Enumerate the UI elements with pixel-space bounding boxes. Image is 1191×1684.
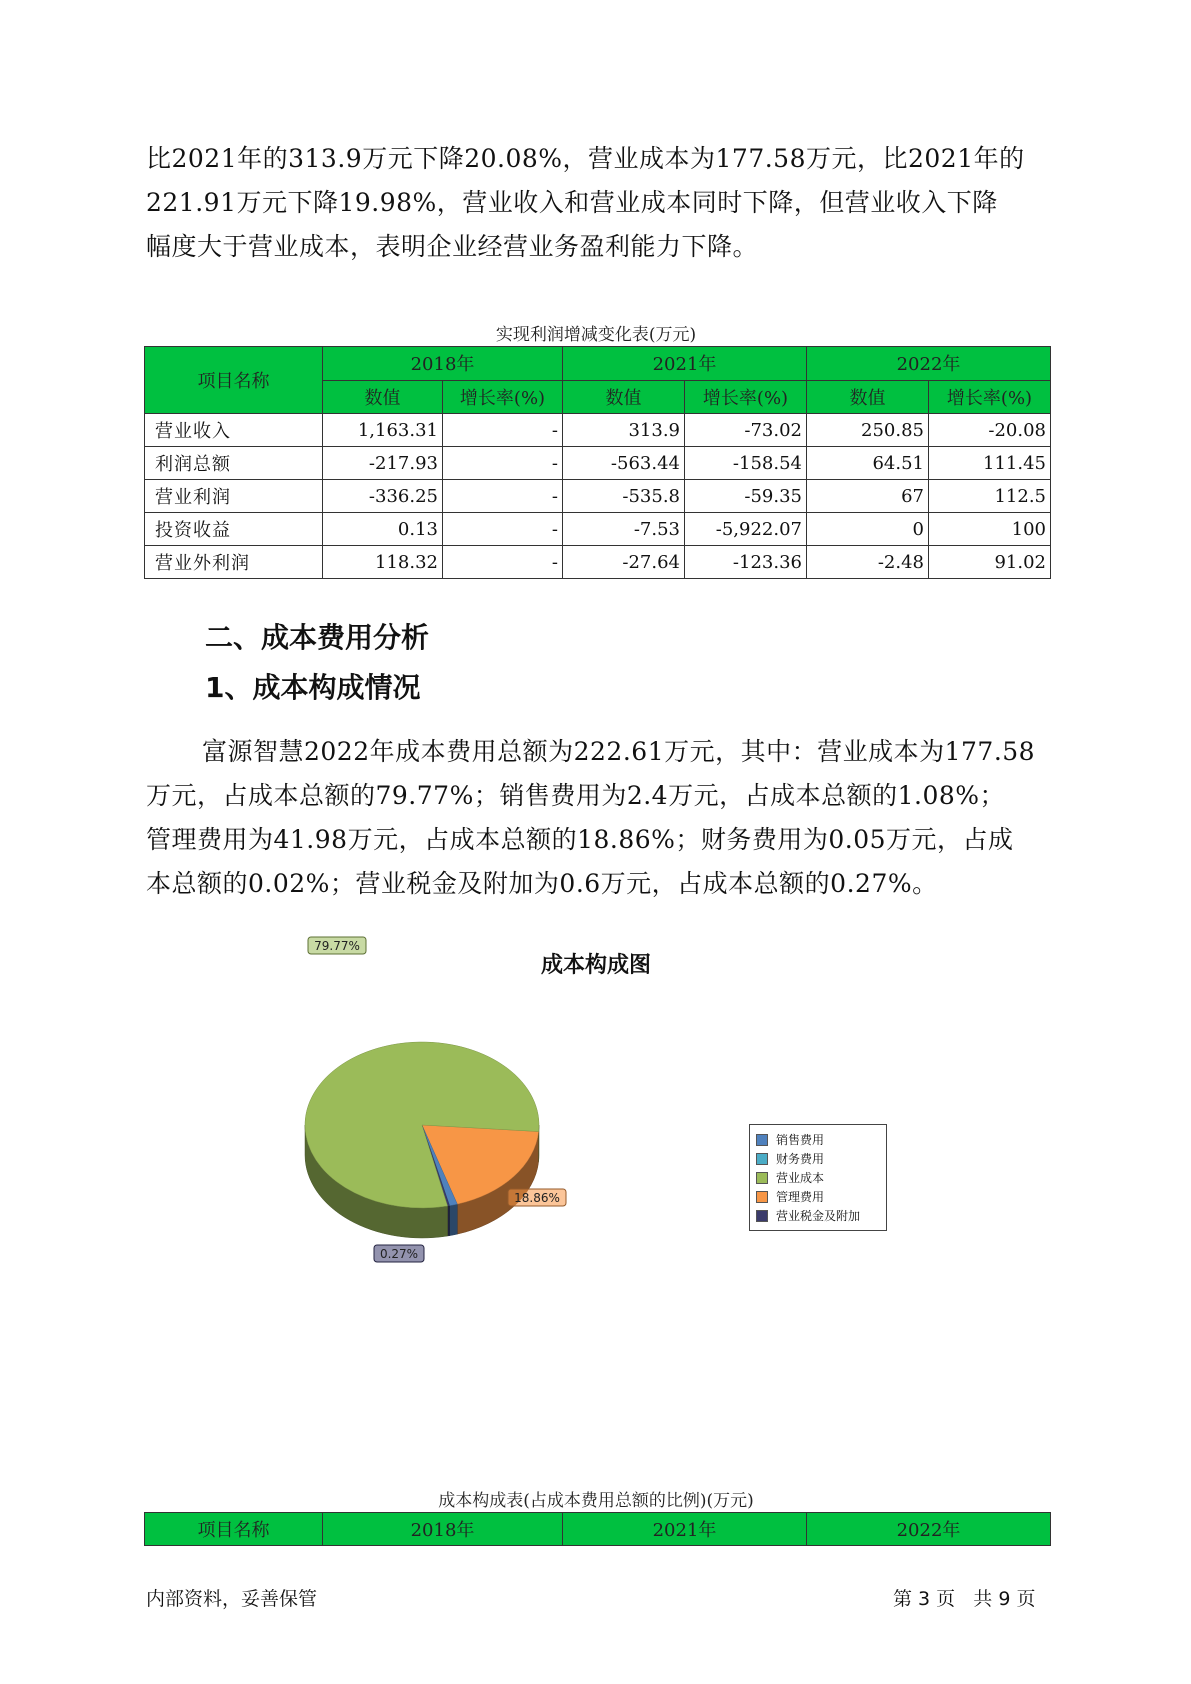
cost-pie-chart <box>290 939 590 1265</box>
cell: 91.02 <box>929 546 1051 579</box>
value-header: 数值 <box>323 380 443 414</box>
legend-swatch <box>756 1191 768 1203</box>
svg-text:18.86%: 18.86% <box>514 1191 560 1205</box>
legend-item <box>756 1168 880 1187</box>
profit-table <box>144 346 1051 579</box>
table-row <box>145 546 1051 579</box>
footer-page-number: 第 3 页 共 9 页 <box>893 1588 1036 1610</box>
intro-line-1: 比2021年的313.9万元下降20.08%，营业成本为177.58万元，比2021年的 <box>146 144 1025 173</box>
item-name-header: 项目名称 <box>145 347 323 414</box>
item-name-header: 项目名称 <box>145 1513 323 1546</box>
data-label-管理费用 <box>508 1189 566 1206</box>
growth-header: 增长率(%) <box>929 380 1051 414</box>
cell: 67 <box>807 480 929 513</box>
legend-item <box>756 1149 880 1168</box>
section-heading: 二、成本费用分析 <box>205 621 430 654</box>
cell: 1,163.31 <box>323 414 443 447</box>
cell: -535.8 <box>563 480 685 513</box>
cost-line-3: 管理费用为41.98万元，占成本总额的18.86%；财务费用为0.05万元，占成 <box>146 825 1014 854</box>
cost-table-caption: 成本构成表(占成本费用总额的比例)(万元) <box>438 1491 754 1511</box>
cell: 250.85 <box>807 414 929 447</box>
cell: 313.9 <box>563 414 685 447</box>
legend-swatch <box>756 1172 768 1184</box>
intro-line-2: 221.91万元下降19.98%，营业收入和营业成本同时下降，但营业收入下降 <box>146 188 998 217</box>
svg-text:79.77%: 79.77% <box>314 939 360 953</box>
cell: -2.48 <box>807 546 929 579</box>
row-name: 营业利润 <box>145 480 323 513</box>
year-header-2018: 2018年 <box>323 347 563 381</box>
profit-table-caption: 实现利润增减变化表(万元) <box>495 325 697 345</box>
legend-swatch <box>756 1153 768 1165</box>
cell: - <box>443 480 563 513</box>
cost-line-1: 富源智慧2022年成本费用总额为222.61万元，其中：营业成本为177.58 <box>202 737 1036 766</box>
table-row <box>145 447 1051 480</box>
growth-header: 增长率(%) <box>685 380 807 414</box>
chart-title: 成本构成图 <box>540 953 651 978</box>
legend-swatch <box>756 1210 768 1222</box>
year-header-2018: 2018年 <box>323 1513 563 1546</box>
legend-item <box>756 1206 880 1225</box>
table-row <box>145 513 1051 546</box>
cell: -336.25 <box>323 480 443 513</box>
cell: - <box>443 447 563 480</box>
footer-left: 内部资料，妥善保管 <box>146 1588 318 1610</box>
cell: -5,922.07 <box>685 513 807 546</box>
cell: -563.44 <box>563 447 685 480</box>
legend-label: 财务费用 <box>776 1152 825 1166</box>
cell: -158.54 <box>685 447 807 480</box>
cell: -27.64 <box>563 546 685 579</box>
table-row <box>145 480 1051 513</box>
cell: 100 <box>929 513 1051 546</box>
growth-header: 增长率(%) <box>443 380 563 414</box>
legend-label: 销售费用 <box>776 1133 825 1147</box>
cell: 112.5 <box>929 480 1051 513</box>
cost-line-2: 万元，占成本总额的79.77%；销售费用为2.4万元，占成本总额的1.08%； <box>146 781 1006 810</box>
legend-swatch <box>756 1134 768 1146</box>
row-name: 投资收益 <box>145 513 323 546</box>
cell: 0 <box>807 513 929 546</box>
cell: 118.32 <box>323 546 443 579</box>
cell: -73.02 <box>685 414 807 447</box>
cell: -217.93 <box>323 447 443 480</box>
cell: -7.53 <box>563 513 685 546</box>
data-label-营业成本 <box>308 937 366 954</box>
value-header: 数值 <box>807 380 929 414</box>
year-header-2021: 2021年 <box>563 347 807 381</box>
year-header-2022: 2022年 <box>807 347 1051 381</box>
table-row <box>145 414 1051 447</box>
data-label-营业税金及附加 <box>374 1245 424 1262</box>
value-header: 数值 <box>563 380 685 414</box>
year-header-2022: 2022年 <box>807 1513 1051 1546</box>
legend-label: 营业税金及附加 <box>776 1209 861 1223</box>
cell: 0.13 <box>323 513 443 546</box>
chart-legend <box>749 1124 887 1231</box>
cell: 64.51 <box>807 447 929 480</box>
pie-side-营业税金及附加 <box>448 1206 450 1236</box>
row-name: 利润总额 <box>145 447 323 480</box>
legend-label: 营业成本 <box>776 1171 825 1185</box>
cell: -20.08 <box>929 414 1051 447</box>
cell: 111.45 <box>929 447 1051 480</box>
cell: - <box>443 414 563 447</box>
cell: -123.36 <box>685 546 807 579</box>
pie-side-销售费用 <box>450 1204 458 1236</box>
row-name: 营业收入 <box>145 414 323 447</box>
legend-item <box>756 1187 880 1206</box>
intro-line-3: 幅度大于营业成本，表明企业经营业务盈利能力下降。 <box>146 232 759 261</box>
svg-text:0.27%: 0.27% <box>379 1247 419 1261</box>
cost-line-4: 本总额的0.02%；营业税金及附加为0.6万元，占成本总额的0.27%。 <box>146 869 938 898</box>
cell: -59.35 <box>685 480 807 513</box>
sub-heading: 1、成本构成情况 <box>205 671 421 704</box>
legend-label: 管理费用 <box>776 1190 825 1204</box>
legend-item <box>756 1130 880 1149</box>
cell: - <box>443 513 563 546</box>
cell: - <box>443 546 563 579</box>
row-name: 营业外利润 <box>145 546 323 579</box>
cost-table <box>144 1512 1051 1546</box>
year-header-2021: 2021年 <box>563 1513 807 1546</box>
